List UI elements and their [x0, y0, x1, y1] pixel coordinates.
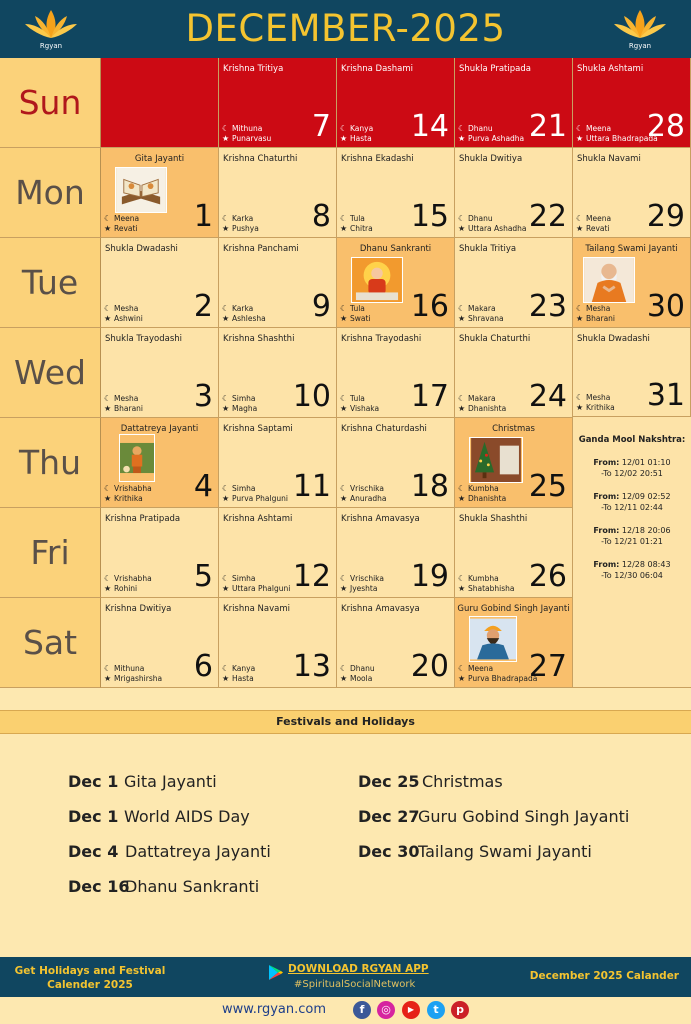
- moon-icon: ☾: [340, 124, 348, 133]
- date-cell-3[interactable]: [101, 328, 219, 418]
- logo-text: Rgyan: [39, 42, 63, 50]
- date-cell-8[interactable]: [219, 148, 337, 238]
- date-number: 13: [292, 649, 331, 684]
- rgyan-logo-right[interactable]: [610, 6, 670, 54]
- to-time: -To 12/11 02:44: [601, 503, 663, 512]
- date-number: 21: [528, 109, 567, 144]
- rashi-label: Karka: [232, 214, 254, 223]
- nakshatra-label: Mrigashirsha: [114, 674, 163, 683]
- surya-deity-image: [351, 257, 403, 303]
- nakshatra-label: Purva Ashadha: [468, 134, 525, 143]
- moon-icon: ☾: [458, 214, 466, 223]
- moon-icon: ☾: [222, 484, 230, 493]
- date-cell-29[interactable]: [573, 148, 691, 238]
- star-icon: ★: [222, 674, 230, 683]
- tithi-label: Krishna Ashtami: [223, 514, 293, 524]
- tithi-label: Krishna Ekadashi: [341, 154, 414, 164]
- star-icon: ★: [576, 314, 584, 323]
- page-title: DECEMBER-2025: [185, 7, 506, 50]
- rashi-label: Kumbha: [468, 574, 499, 583]
- star-icon: ★: [458, 494, 466, 503]
- rashi-label: Vrishabha: [114, 484, 152, 493]
- date-cell-5[interactable]: [101, 508, 219, 598]
- nakshatra-label: Uttara Ashadha: [468, 224, 527, 233]
- tailang-swami-image: [583, 257, 635, 303]
- date-number: 7: [311, 109, 331, 144]
- rashi-label: Meena: [468, 664, 494, 673]
- tithi-label: Krishna Dwitiya: [105, 604, 172, 614]
- nakshatra-label: Revati: [586, 224, 610, 233]
- rashi-label: Kanya: [232, 664, 256, 673]
- rashi-label: Tula: [350, 304, 365, 313]
- footer-promo-line: Get Holidays and Festival: [14, 965, 166, 977]
- rashi-label: Vrischika: [350, 484, 384, 493]
- moon-icon: ☾: [458, 484, 466, 493]
- festival-name: Tailang Swami Jayanti: [418, 842, 592, 861]
- tithi-label: Krishna Navami: [223, 604, 290, 614]
- tithi-label: Krishna Tritiya: [223, 64, 284, 74]
- festival-item: [358, 807, 629, 826]
- rashi-label: Makara: [468, 394, 496, 403]
- rashi-label: Tula: [350, 394, 365, 403]
- ganda-mool-title: Ganda Mool Nakshtra:: [578, 435, 686, 445]
- tithi-label: Krishna Trayodashi: [341, 334, 422, 344]
- moon-icon: ☾: [104, 484, 112, 493]
- festival-item: [68, 842, 271, 861]
- star-icon: ★: [222, 314, 230, 323]
- play-store-icon: [268, 964, 284, 981]
- tithi-label: Shukla Dwitiya: [459, 154, 523, 164]
- date-cell-14[interactable]: [337, 58, 455, 148]
- nakshatra-label: Purva Phalguni: [232, 494, 288, 503]
- nakshatra-label: Vishaka: [350, 404, 380, 413]
- from-time: 12/18 20:06: [621, 526, 671, 535]
- moon-icon: ☾: [340, 484, 348, 493]
- date-cell-9[interactable]: [219, 238, 337, 328]
- date-cell-2[interactable]: [101, 238, 219, 328]
- star-icon: ★: [340, 674, 348, 683]
- star-icon: ★: [104, 404, 112, 413]
- nakshatra-label: Shatabhisha: [468, 584, 515, 593]
- moon-icon: ☾: [104, 304, 112, 313]
- moon-icon: ☾: [340, 214, 348, 223]
- tithi-label: Krishna Chaturthi: [223, 154, 298, 164]
- moon-icon: ☾: [458, 394, 466, 403]
- festival-date: Dec 4: [68, 842, 119, 861]
- festival-date: Dec 1: [68, 807, 119, 826]
- date-number: 12: [292, 559, 331, 594]
- date-cell-1[interactable]: [101, 148, 219, 238]
- tithi-label: Krishna Saptami: [223, 424, 293, 434]
- festival-item: [358, 772, 503, 791]
- nakshatra-label: Moola: [350, 674, 373, 683]
- rashi-label: Simha: [232, 394, 256, 403]
- moon-icon: ☾: [222, 574, 230, 583]
- date-number: 3: [193, 379, 213, 414]
- star-icon: ★: [458, 224, 466, 233]
- nakshatra-label: Pushya: [232, 224, 259, 233]
- moon-icon: ☾: [104, 574, 112, 583]
- date-cell-31[interactable]: [573, 328, 691, 417]
- star-icon: ★: [458, 404, 466, 413]
- rashi-label: Tula: [350, 214, 365, 223]
- moon-icon: ☾: [222, 394, 230, 403]
- nakshatra-label: Jyeshta: [350, 584, 378, 593]
- festival-name: Christmas: [422, 772, 503, 791]
- moon-icon: ☾: [576, 393, 584, 402]
- moon-icon: ☾: [340, 574, 348, 583]
- moon-icon: ☾: [458, 664, 466, 673]
- day-label-sun: Sun: [0, 58, 101, 148]
- date-number: 8: [311, 199, 331, 234]
- moon-icon: ☾: [222, 214, 230, 223]
- star-icon: ★: [458, 314, 466, 323]
- star-icon: ★: [104, 494, 112, 503]
- date-number: 9: [311, 289, 331, 324]
- from-label: From:: [593, 492, 620, 501]
- date-number: 24: [528, 379, 567, 414]
- moon-icon: ☾: [222, 124, 230, 133]
- moon-icon: ☾: [340, 394, 348, 403]
- instagram-icon[interactable]: ◎: [377, 1001, 395, 1019]
- to-time: -To 12/30 06:04: [601, 571, 663, 580]
- rashi-label: Dhanu: [468, 124, 493, 133]
- rashi-label: Simha: [232, 574, 256, 583]
- guru-gobind-singh-image: [469, 616, 517, 662]
- header-bar: [0, 0, 691, 58]
- date-number: 23: [528, 289, 567, 324]
- from-time: 12/28 08:43: [621, 560, 671, 569]
- date-cell-10[interactable]: [219, 328, 337, 418]
- star-icon: ★: [104, 674, 112, 683]
- star-icon: ★: [576, 403, 584, 412]
- date-number: 5: [193, 559, 213, 594]
- tithi-label: Shukla Navami: [577, 154, 641, 164]
- moon-icon: ☾: [104, 394, 112, 403]
- from-time: 12/09 02:52: [621, 492, 671, 501]
- festival-label: Dattatreya Jayanti: [120, 424, 199, 434]
- ganda-mool-item: [573, 491, 691, 513]
- day-label-mon: Mon: [0, 148, 101, 238]
- rashi-label: Mesha: [114, 394, 139, 403]
- nakshatra-label: Hasta: [232, 674, 254, 683]
- rashi-label: Meena: [586, 214, 612, 223]
- nakshatra-label: Anuradha: [350, 494, 387, 503]
- date-number: 20: [410, 649, 449, 684]
- nakshatra-label: Krithika: [114, 494, 143, 503]
- tithi-label: Shukla Dwadashi: [105, 244, 178, 254]
- nakshatra-label: Dhanishta: [468, 404, 507, 413]
- festival-date: Dec 27: [358, 807, 420, 826]
- from-label: From:: [593, 458, 620, 467]
- twitter-icon[interactable]: t: [427, 1001, 445, 1019]
- nakshatra-label: Uttara Phalguni: [232, 584, 291, 593]
- rashi-label: Makara: [468, 304, 496, 313]
- tithi-label: Krishna Shashthi: [223, 334, 295, 344]
- rashi-label: Kanya: [350, 124, 374, 133]
- dattatreya-image: [119, 434, 155, 482]
- ganda-mool-item: [573, 525, 691, 547]
- footer-promo-line: Calender 2025: [47, 979, 133, 991]
- tithi-label: Krishna Pratipada: [105, 514, 181, 524]
- date-number: 15: [410, 199, 449, 234]
- date-number: 30: [646, 289, 685, 324]
- date-number: 26: [528, 559, 567, 594]
- nakshatra-label: Ashlesha: [232, 314, 266, 323]
- date-cell-20[interactable]: [337, 598, 455, 688]
- star-icon: ★: [340, 224, 348, 233]
- rashi-label: Meena: [114, 214, 140, 223]
- empty-cell: [101, 58, 219, 148]
- festival-name: Dhanu Sankranti: [125, 877, 260, 896]
- festival-name: Dattatreya Jayanti: [125, 842, 271, 861]
- nakshatra-label: Dhanishta: [468, 494, 507, 503]
- date-cell-21[interactable]: [455, 58, 573, 148]
- date-cell-30[interactable]: [573, 238, 691, 328]
- nakshatra-label: Punarvasu: [232, 134, 272, 143]
- lotus-icon: [610, 6, 670, 42]
- date-cell-16[interactable]: [337, 238, 455, 328]
- star-icon: ★: [576, 224, 584, 233]
- festival-item: [68, 877, 259, 896]
- nakshatra-label: Magha: [232, 404, 258, 413]
- nakshatra-label: Hasta: [350, 134, 372, 143]
- website-link[interactable]: www.rgyan.com: [222, 1002, 326, 1017]
- tithi-label: Shukla Dwadashi: [577, 334, 650, 344]
- date-number: 14: [410, 109, 449, 144]
- date-number: 19: [410, 559, 449, 594]
- nakshatra-label: Shravana: [468, 314, 504, 323]
- ganda-mool-item: [573, 457, 691, 479]
- logo-text: Rgyan: [628, 42, 652, 50]
- date-cell-19[interactable]: [337, 508, 455, 598]
- festival-date: Dec 30: [358, 842, 420, 861]
- date-number: 25: [528, 469, 567, 504]
- date-cell-15[interactable]: [337, 148, 455, 238]
- tithi-label: Shukla Trayodashi: [105, 334, 183, 344]
- date-number: 4: [193, 469, 213, 504]
- from-time: 12/01 01:10: [621, 458, 671, 467]
- date-number: 6: [193, 649, 213, 684]
- ganda-mool-box: [573, 417, 691, 688]
- nakshatra-label: Ashwini: [114, 314, 143, 323]
- date-number: 18: [410, 469, 449, 504]
- rashi-label: Dhanu: [468, 214, 493, 223]
- footer-bar: [0, 957, 691, 997]
- rashi-label: Mesha: [586, 393, 611, 402]
- date-cell-7[interactable]: [219, 58, 337, 148]
- tithi-label: Shukla Shashthi: [459, 514, 528, 524]
- star-icon: ★: [222, 134, 230, 143]
- rashi-label: Mesha: [114, 304, 139, 313]
- moon-icon: ☾: [340, 304, 348, 313]
- festival-label: Tailang Swami Jayanti: [585, 244, 678, 254]
- download-label: DOWNLOAD RGYAN APP: [288, 963, 429, 975]
- from-label: From:: [593, 526, 620, 535]
- star-icon: ★: [222, 494, 230, 503]
- date-number: 17: [410, 379, 449, 414]
- date-number: 10: [292, 379, 331, 414]
- date-number: 11: [292, 469, 331, 504]
- tithi-label: Shukla Pratipada: [459, 64, 531, 74]
- rashi-label: Dhanu: [350, 664, 375, 673]
- date-number: 31: [646, 378, 685, 413]
- nakshatra-label: Purva Bhadrapada: [468, 674, 538, 683]
- date-cell-25[interactable]: [455, 418, 573, 508]
- moon-icon: ☾: [576, 124, 584, 133]
- tithi-label: Krishna Dashami: [341, 64, 413, 74]
- date-cell-12[interactable]: [219, 508, 337, 598]
- nakshatra-label: Chitra: [350, 224, 373, 233]
- date-number: 28: [646, 109, 685, 144]
- moon-icon: ☾: [458, 124, 466, 133]
- bottom-bar: [0, 997, 691, 1024]
- festival-item: [68, 807, 250, 826]
- star-icon: ★: [458, 674, 466, 683]
- rashi-label: Simha: [232, 484, 256, 493]
- rashi-label: Meena: [586, 124, 612, 133]
- tithi-label: Shukla Chaturthi: [459, 334, 531, 344]
- youtube-icon[interactable]: ▶: [402, 1001, 420, 1019]
- date-cell-23[interactable]: [455, 238, 573, 328]
- festival-label: Gita Jayanti: [134, 154, 185, 164]
- tithi-label: Krishna Panchami: [223, 244, 299, 254]
- star-icon: ★: [340, 584, 348, 593]
- day-label-wed: Wed: [0, 328, 101, 418]
- date-number: 16: [410, 289, 449, 324]
- star-icon: ★: [222, 584, 230, 593]
- moon-icon: ☾: [576, 304, 584, 313]
- facebook-icon[interactable]: f: [353, 1001, 371, 1019]
- rashi-label: Karka: [232, 304, 254, 313]
- rashi-label: Vrishabha: [114, 574, 152, 583]
- moon-icon: ☾: [104, 214, 112, 223]
- to-time: -To 12/21 01:21: [601, 537, 663, 546]
- star-icon: ★: [340, 494, 348, 503]
- day-label-sat: Sat: [0, 598, 101, 688]
- ganda-mool-item: [573, 559, 691, 581]
- moon-icon: ☾: [458, 304, 466, 313]
- festival-name: Gita Jayanti: [124, 772, 217, 791]
- star-icon: ★: [458, 584, 466, 593]
- nakshatra-label: Revati: [114, 224, 138, 233]
- moon-icon: ☾: [458, 574, 466, 583]
- moon-icon: ☾: [340, 664, 348, 673]
- star-icon: ★: [340, 134, 348, 143]
- date-cell-13[interactable]: [219, 598, 337, 688]
- star-icon: ★: [104, 224, 112, 233]
- date-number: 29: [646, 199, 685, 234]
- date-cell-11[interactable]: [219, 418, 337, 508]
- festival-date: Dec 16: [68, 877, 130, 896]
- festival-date: Dec 1: [68, 772, 119, 791]
- nakshatra-label: Krithika: [586, 403, 615, 412]
- nakshatra-label: Swati: [350, 314, 371, 323]
- star-icon: ★: [104, 584, 112, 593]
- star-icon: ★: [340, 314, 348, 323]
- nakshatra-label: Uttara Bhadrapada: [586, 134, 658, 143]
- festival-label: Guru Gobind Singh Jayanti: [457, 604, 570, 614]
- festival-label: Dhanu Sankranti: [359, 244, 432, 254]
- tithi-label: Shukla Ashtami: [577, 64, 644, 74]
- gita-book-image: [115, 167, 167, 213]
- moon-icon: ☾: [104, 664, 112, 673]
- day-label-tue: Tue: [0, 238, 101, 328]
- star-icon: ★: [222, 404, 230, 413]
- star-icon: ★: [222, 224, 230, 233]
- nakshatra-label: Rohini: [114, 584, 138, 593]
- tithi-label: Krishna Chaturdashi: [341, 424, 427, 434]
- pinterest-icon[interactable]: p: [451, 1001, 469, 1019]
- festival-item: [358, 842, 592, 861]
- nakshatra-label: Bharani: [114, 404, 144, 413]
- day-label-fri: Fri: [0, 508, 101, 598]
- date-cell-4[interactable]: [101, 418, 219, 508]
- nakshatra-label: Bharani: [586, 314, 616, 323]
- rashi-label: Kumbha: [468, 484, 499, 493]
- rashi-label: Mithuna: [114, 664, 145, 673]
- tithi-label: Krishna Amavasya: [341, 604, 420, 614]
- date-number: 27: [528, 649, 567, 684]
- date-number: 22: [528, 199, 567, 234]
- festivals-heading: Festivals and Holidays: [0, 710, 691, 734]
- rashi-label: Vrischika: [350, 574, 384, 583]
- christmas-tree-image: [469, 437, 523, 483]
- date-cell-18[interactable]: [337, 418, 455, 508]
- date-cell-6[interactable]: [101, 598, 219, 688]
- star-icon: ★: [340, 404, 348, 413]
- date-cell-24[interactable]: [455, 328, 573, 418]
- star-icon: ★: [458, 134, 466, 143]
- star-icon: ★: [104, 314, 112, 323]
- date-number: 2: [193, 289, 213, 324]
- rashi-label: Mithuna: [232, 124, 263, 133]
- footer-promo: [0, 964, 180, 992]
- moon-icon: ☾: [222, 304, 230, 313]
- tithi-label: Shukla Tritiya: [459, 244, 517, 254]
- footer-month-label: December 2025 Calander: [529, 970, 679, 982]
- festival-item: [68, 772, 217, 791]
- festival-date: Dec 25: [358, 772, 420, 791]
- festival-name: World AIDS Day: [124, 807, 250, 826]
- date-cell-28[interactable]: [573, 58, 691, 148]
- tithi-label: Krishna Amavasya: [341, 514, 420, 524]
- day-label-thu: Thu: [0, 418, 101, 508]
- date-cell-26[interactable]: [455, 508, 573, 598]
- moon-icon: ☾: [576, 214, 584, 223]
- to-time: -To 12/02 20:51: [601, 469, 663, 478]
- star-icon: ★: [576, 134, 584, 143]
- date-cell-22[interactable]: [455, 148, 573, 238]
- date-number: 1: [193, 199, 213, 234]
- date-cell-27[interactable]: [455, 598, 573, 688]
- festival-label: Christmas: [492, 424, 535, 434]
- hashtag-label: #SpiritualSocialNetwork: [294, 979, 416, 990]
- moon-icon: ☾: [222, 664, 230, 673]
- from-label: From:: [593, 560, 620, 569]
- festival-name: Guru Gobind Singh Jayanti: [418, 807, 630, 826]
- rashi-label: Mesha: [586, 304, 611, 313]
- date-cell-17[interactable]: [337, 328, 455, 418]
